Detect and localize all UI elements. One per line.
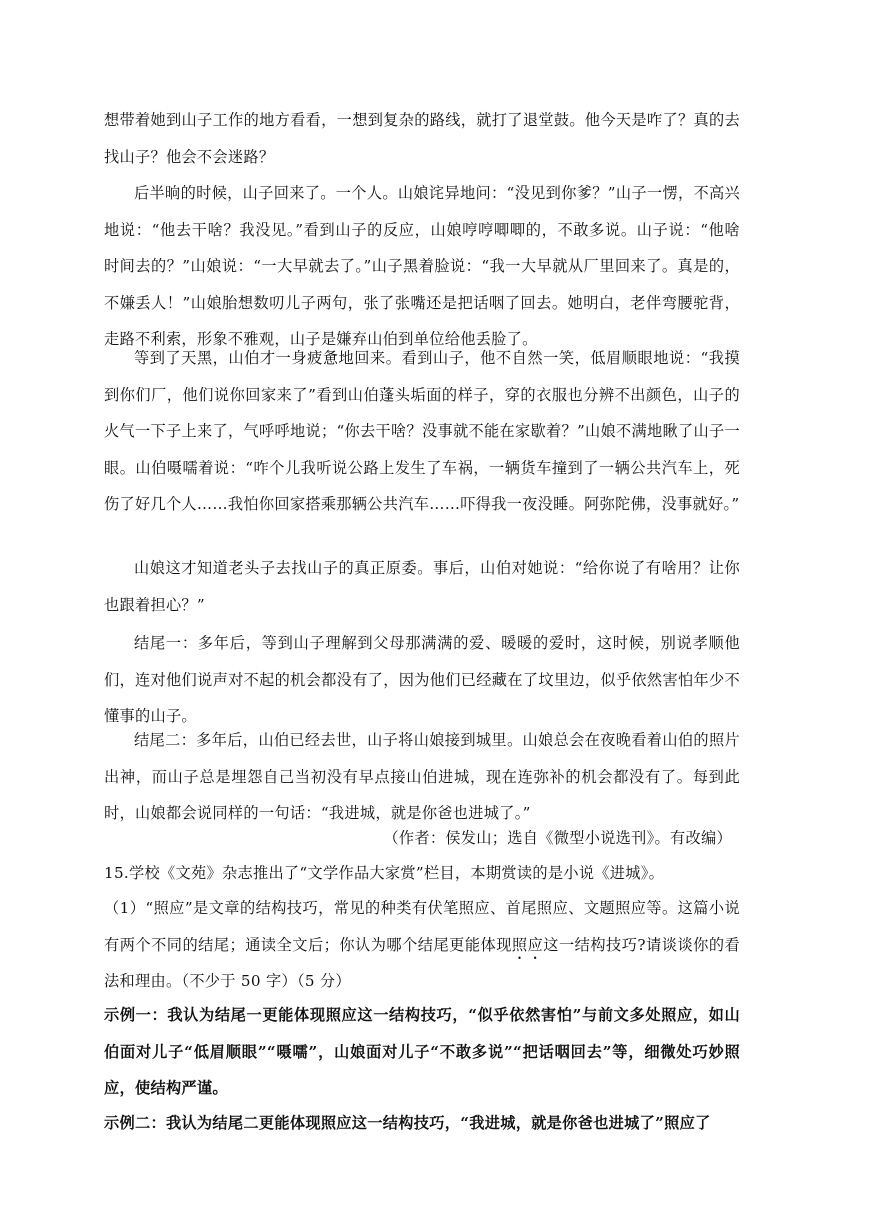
paragraph-4: 山娘这才知道老头子去找山子的真正原委。事后，山伯对她说：“给你说了有啥用？让你也跟着担心？”: [104, 559, 740, 614]
document-page: [104, 0, 740, 1228]
question-sub-one: [104, 890, 740, 1000]
paragraph-3: 等到了天黑，山伯才一身疲惫地回来。看到山子，他不自然一笑，低眉顺眼地说：“我摸到你们厂，他们说你回家来了”看到山伯蓬头垢面的样子，穿的衣服也分辨不出颜色，山子的火气一下子上来了，气呼呼地说；“你去干啥？没事就不能在家歇着？”山娘不满地瞅了山子一眼。山伯嗫嚅着说：“咋个儿我听说公路上发生了车祸，一辆货车撞到了一辆公共汽车上，死伤了好几个人……我怕你回家搭乘那辆公共汽车……吓得我一夜没睡。阿弥陀佛，没事就好。”: [104, 349, 740, 513]
emphasized-term: 照应: [511, 935, 544, 954]
answer-example-one: 示例一：我认为结尾一更能体现照应这一结构技巧，“似乎依然害怕”与前文多处照应，如山伯面对儿子“低眉顺眼”“嗫嚅”，山娘面对儿子“不敢多说”“把话咽回去”等，细微处巧妙照应，使结构严谨。: [104, 1006, 740, 1097]
ending-two-paragraph: 结尾二：多年后，山伯已经去世，山子将山娘接到城里。山娘总会在夜晚看着山伯的照片出神，而山子总是埋怨自己当初没有早点接山伯进城，现在连弥补的机会都没有了。每到此时，山娘都会说同样的一句话：“我进城，就是你爸也进城了。”: [104, 731, 740, 822]
source-note: （作者：侯发山；选自《微型小说选刊》。有改编）: [383, 829, 732, 847]
question-text-after: 这一结构技巧?请谈谈你的看法和理由。（不少于 50 字）（5 分）: [104, 935, 740, 990]
question-title: 15.学校《文苑》杂志推出了“文学作品大家赏”栏目，本期赏读的是小说《进城》。: [104, 864, 665, 882]
question-text-before: （1）“照应”是文章的结构技巧，常见的种类有伏笔照应、首尾照应、文题照应等。这篇小说有两个不同的结尾；通读全文后；你认为哪个结尾更能体现: [104, 899, 740, 954]
ending-one-paragraph: 结尾一：多年后，等到山子理解到父母那满满的爱、暖暖的爱时，这时候，别说孝顺他们，连对他们说声对不起的机会都没有了，因为他们已经藏在了坟里边，似乎依然害怕年少不懂事的山子。: [104, 634, 740, 725]
answer-example-two: 示例二：我认为结尾二更能体现照应这一结构技巧，“我进城，就是你爸也进城了”照应了: [104, 1114, 711, 1132]
paragraph-1: 想带着她到山子工作的地方看看，一想到复杂的路线，就打了退堂鼓。他今天是咋了？真的去找山子？他会不会迷路？: [104, 111, 740, 166]
paragraph-2: 后半晌的时候，山子回来了。一个人。山娘诧异地问：“没见到你爹？”山子一愣，不高兴地说：“他去干啥？我没见。”看到山子的反应，山娘哼哼唧唧的，不敢多说。山子说：“他啥时间去的？”山娘说：“一大早就去了。”山子黑着脸说：“我一大早就从厂里回来了。真是的，不嫌丢人！”山娘胎想数叨儿子两句，张了张嘴还是把话咽了回去。她明白，老伴弯腰驼背，走路不利索，形象不雅观，山子是嫌弃山伯到单位给他丢脸了。: [104, 184, 740, 348]
